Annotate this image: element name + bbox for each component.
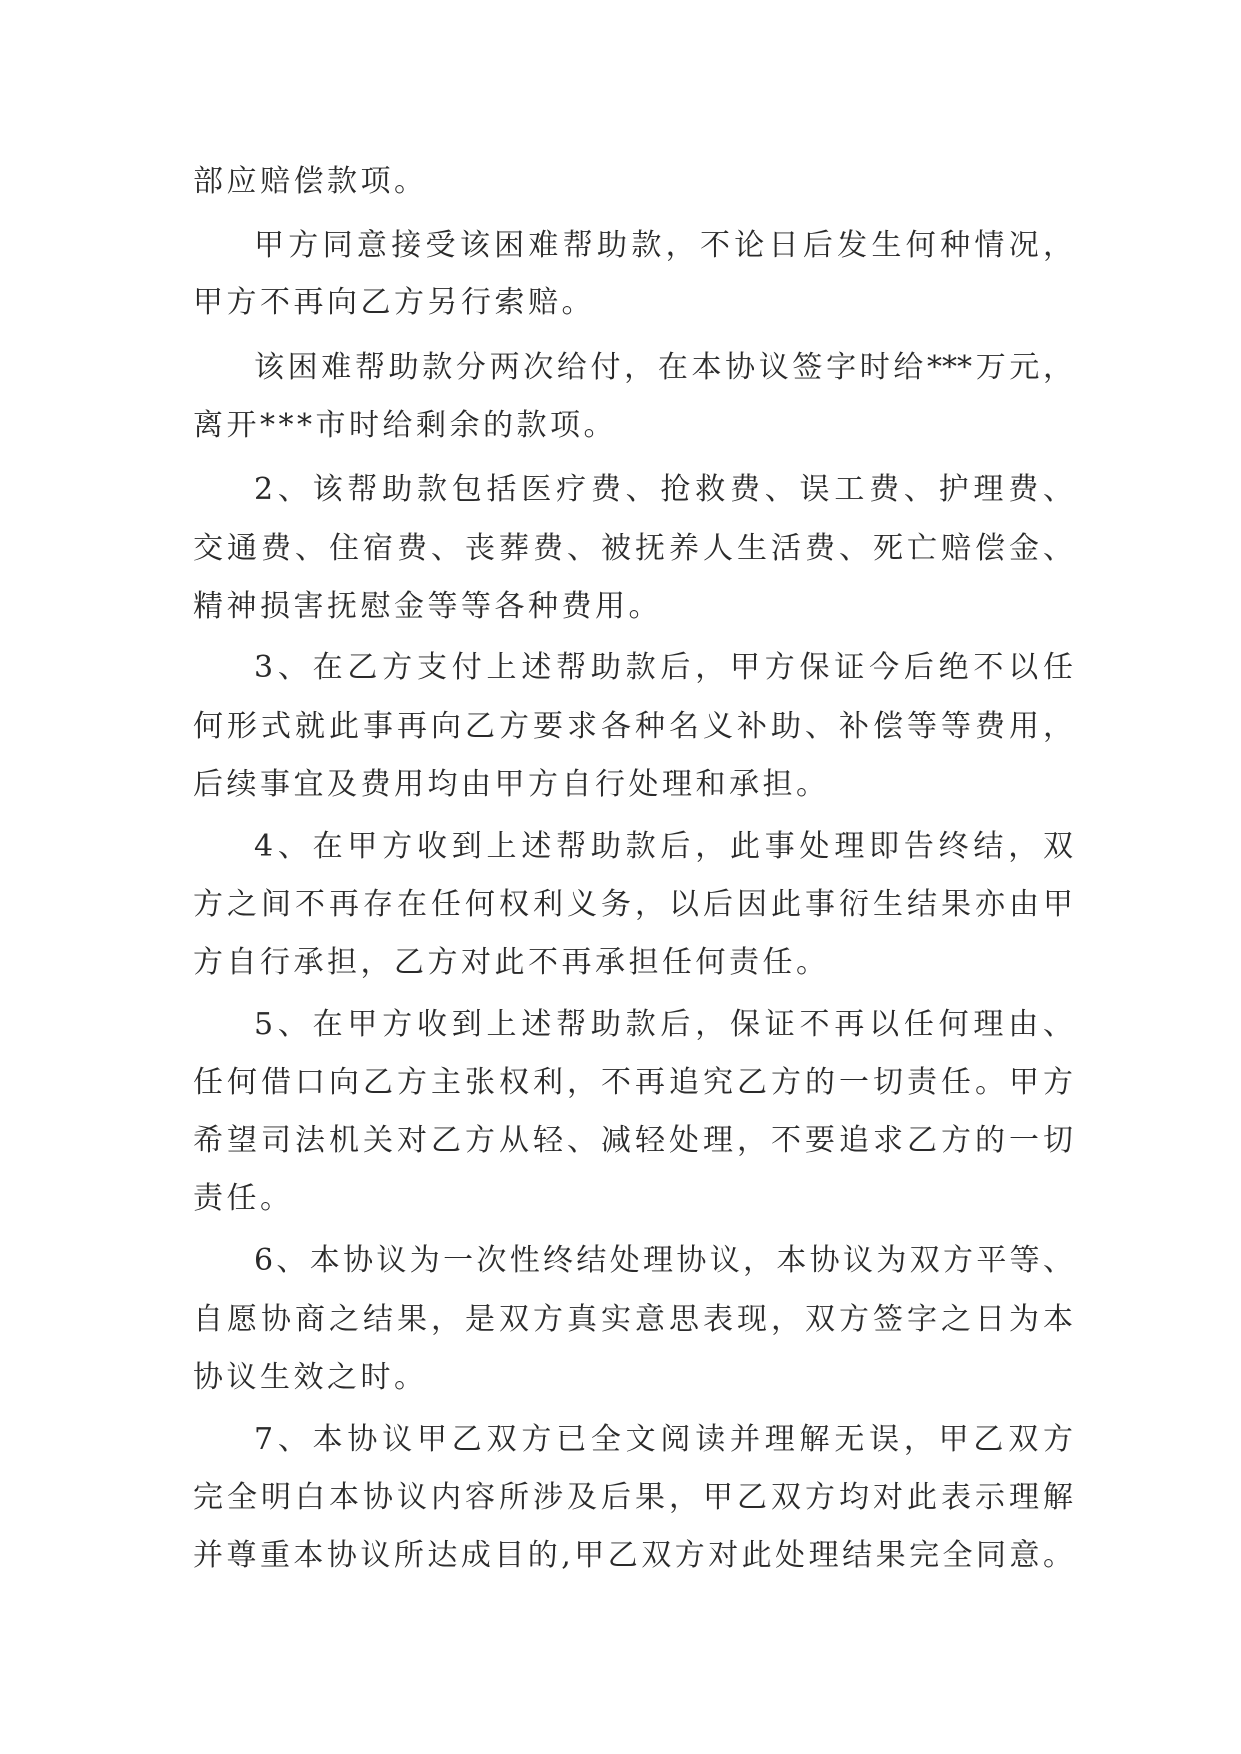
text-line: 何形式就此事再向乙方要求各种名义补助、补偿等等费用，	[193, 709, 1073, 744]
text-line: 5、在甲方收到上述帮助款后，保证不再以任何理由、	[254, 1007, 1073, 1042]
text-line: 甲方不再向乙方另行索赔。	[193, 285, 595, 320]
text-line: 2、该帮助款包括医疗费、抢救费、误工费、护理费、	[254, 472, 1073, 507]
text-line: 完全明白本协议内容所涉及后果，甲乙双方均对此表示理解	[193, 1480, 1073, 1515]
text-line: 该困难帮助款分两次给付，在本协议签字时给***万元，	[254, 350, 1073, 385]
text-line: 方之间不再存在任何权利义务，以后因此事衍生结果亦由甲	[193, 887, 1073, 922]
text-line: 3、在乙方支付上述帮助款后，甲方保证今后绝不以任	[254, 650, 1073, 685]
text-line: 任何借口向乙方主张权利，不再追究乙方的一切责任。甲方	[193, 1065, 1073, 1100]
text-line: 6、本协议为一次性终结处理协议，本协议为双方平等、	[254, 1243, 1073, 1278]
text-line: 交通费、住宿费、丧葬费、被抚养人生活费、死亡赔偿金、	[193, 531, 1073, 566]
text-line: 自愿协商之结果，是双方真实意思表现，双方签字之日为本	[193, 1302, 1073, 1337]
text-line: 4、在甲方收到上述帮助款后，此事处理即告终结，双	[254, 829, 1073, 864]
text-line: 责任。	[193, 1181, 294, 1216]
text-line: 精神损害抚慰金等等各种费用。	[193, 589, 662, 624]
text-line: 希望司法机关对乙方从轻、减轻处理，不要追求乙方的一切	[193, 1123, 1073, 1158]
text-line: 方自行承担，乙方对此不再承担任何责任。	[193, 945, 830, 980]
text-line: 后续事宜及费用均由甲方自行处理和承担。	[193, 767, 830, 802]
text-line: 7、本协议甲乙双方已全文阅读并理解无误，甲乙双方	[254, 1422, 1073, 1457]
text-line: 部应赔偿款项。	[193, 164, 428, 199]
text-line: 甲方同意接受该困难帮助款，不论日后发生何种情况，	[254, 228, 1073, 263]
text-line: 并尊重本协议所达成目的,甲乙双方对此处理结果完全同意。	[193, 1538, 1073, 1573]
text-line: 离开***市时给剩余的款项。	[193, 408, 617, 443]
text-line: 协议生效之时。	[193, 1360, 428, 1395]
